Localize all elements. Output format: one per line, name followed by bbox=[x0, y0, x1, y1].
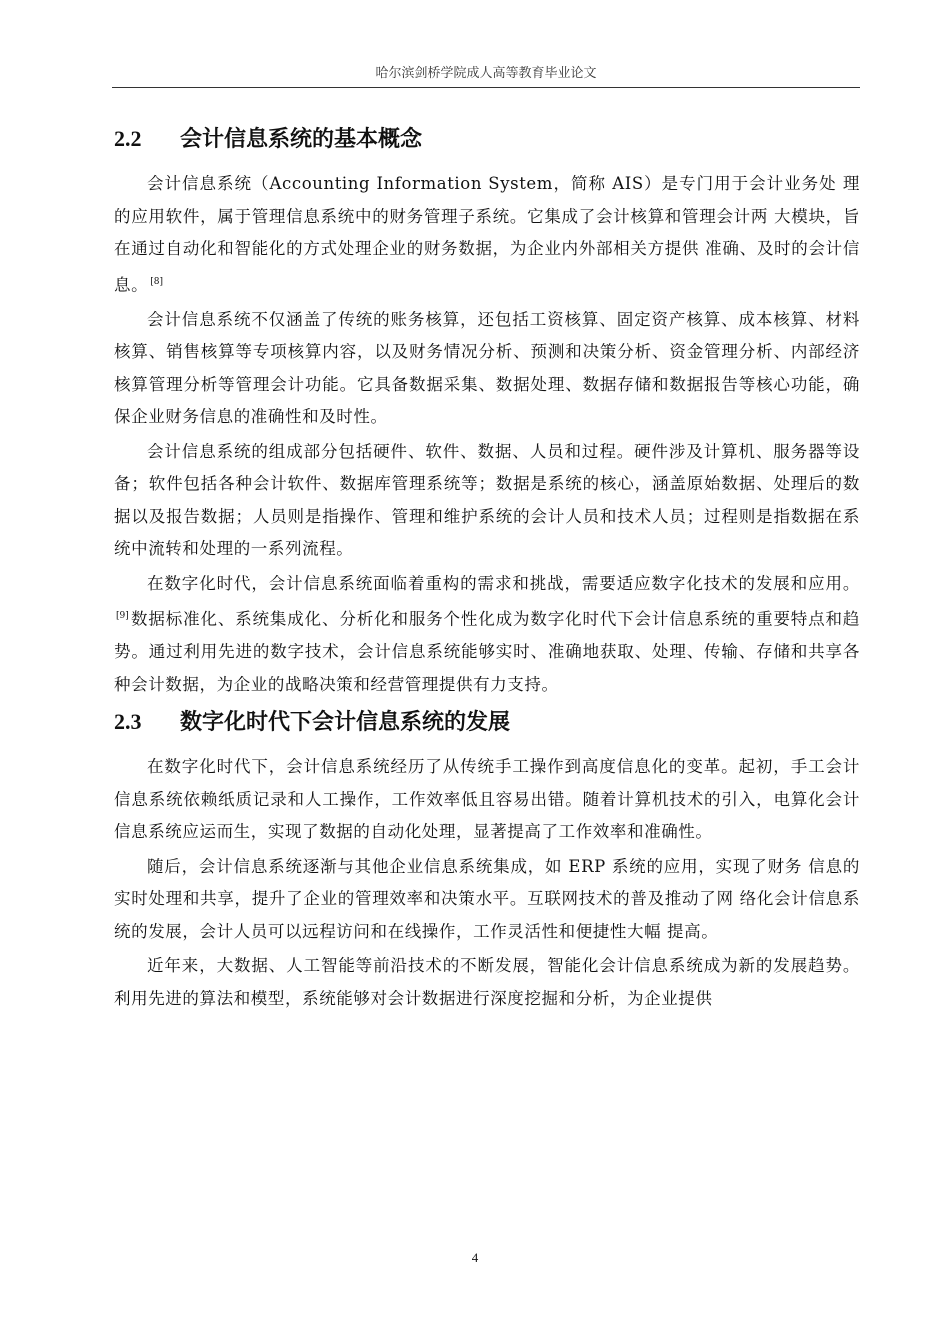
paragraph bbox=[114, 168, 860, 302]
section-title: 数字化时代下会计信息系统的发展 bbox=[180, 709, 511, 735]
paragraph-text: 随后，会计信息系统逐渐与其他企业信息系统集成，如 ERP 系统的应用，实现了财务 信息的实时处理和共享，提升了企业的管理效率和决策水平。互联网技术的普及推动了网 络化会计信息系统的发展，会计人员可以远程访问和在线操作，工作灵活性和便捷性大幅 提高。 bbox=[114, 856, 860, 941]
paragraph bbox=[114, 851, 860, 949]
paragraph bbox=[114, 436, 860, 566]
paragraph bbox=[114, 568, 860, 702]
paragraph-text: 会计信息系统不仅涵盖了传统的账务核算，还包括工资核算、固定资产核算、成本核算、材料核算、销售核算等专项核算内容，以及财务情况分析、预测和决策分析、资金管理分析、内部经济核算管理分析等管理会计功能。它具备数据采集、数据处理、数据存储和数据报告等核心功能，确保企业财务信息的准确性和及时性。 bbox=[114, 309, 860, 426]
citation-ref: [8] bbox=[150, 276, 163, 287]
paragraph bbox=[114, 304, 860, 434]
section-title: 会计信息系统的基本概念 bbox=[180, 126, 423, 152]
running-header: 哈尔滨剑桥学院成人高等教育毕业论文 bbox=[375, 66, 597, 81]
paragraph-text: 会计信息系统（Accounting Information System，简称 AIS）是专门用于会计业务处 理的应用软件，属于管理信息系统中的财务管理子系统。它集成了会计核算和管理会计两 大模块，旨在通过自动化和智能化的方式处理企业的财务数据，为企业内外部相关方提供 准确、及时的会计信息。 bbox=[114, 174, 860, 294]
paragraph-text: 会计信息系统的组成部分包括硬件、软件、数据、人员和过程。硬件涉及计算机、服务器等设备；软件包括各种会计软件、数据库管理系统等；数据是系统的核心，涵盖原始数据、处理后的数据以及报告数据；人员则是指操作、管理和维护系统的会计人员和技术人员；过程则是指数据在系统中流转和处理的一系列流程。 bbox=[114, 441, 860, 558]
page-body bbox=[114, 120, 860, 1017]
paragraph-text: 在数字化时代下，会计信息系统经历了从传统手工操作到高度信息化的变革。起初，手工会计信息系统依赖纸质记录和人工操作，工作效率低且容易出错。随着计算机技术的引入，电算化会计信息系统应运而生，实现了数据的自动化处理，显著提高了工作效率和准确性。 bbox=[114, 757, 860, 841]
section-heading-2-2 bbox=[114, 120, 860, 158]
paragraph-text-continued: 数据标准化、系统集成化、分析化和服务个性化成为数字化时代下会计信息系统的重要特点和趋势。通过利用先进的数字技术，会计信息系统能够实时、准确地获取、处理、传输、存储和共享各种会计数据，为企业的战略决策和经营管理提供有力支持。 bbox=[114, 609, 860, 694]
page-number: 4 bbox=[471, 1250, 479, 1265]
paragraph-text: 在数字化时代，会计信息系统面临着重构的需求和挑战，需要适应数字化技术的发展和应用。 bbox=[147, 573, 860, 593]
section-heading-2-3 bbox=[114, 703, 860, 741]
paragraph-text: 近年来，大数据、人工智能等前沿技术的不断发展，智能化会计信息系统成为新的发展趋势。利用先进的算法和模型，系统能够对会计数据进行深度挖掘和分析，为企业提供 bbox=[114, 956, 860, 1008]
section-number: 2.2 bbox=[114, 126, 142, 151]
citation-ref: [9] bbox=[116, 611, 129, 621]
paragraph bbox=[114, 751, 860, 849]
paragraph bbox=[114, 950, 860, 1015]
header-rule bbox=[112, 87, 860, 88]
section-number: 2.3 bbox=[114, 709, 142, 734]
